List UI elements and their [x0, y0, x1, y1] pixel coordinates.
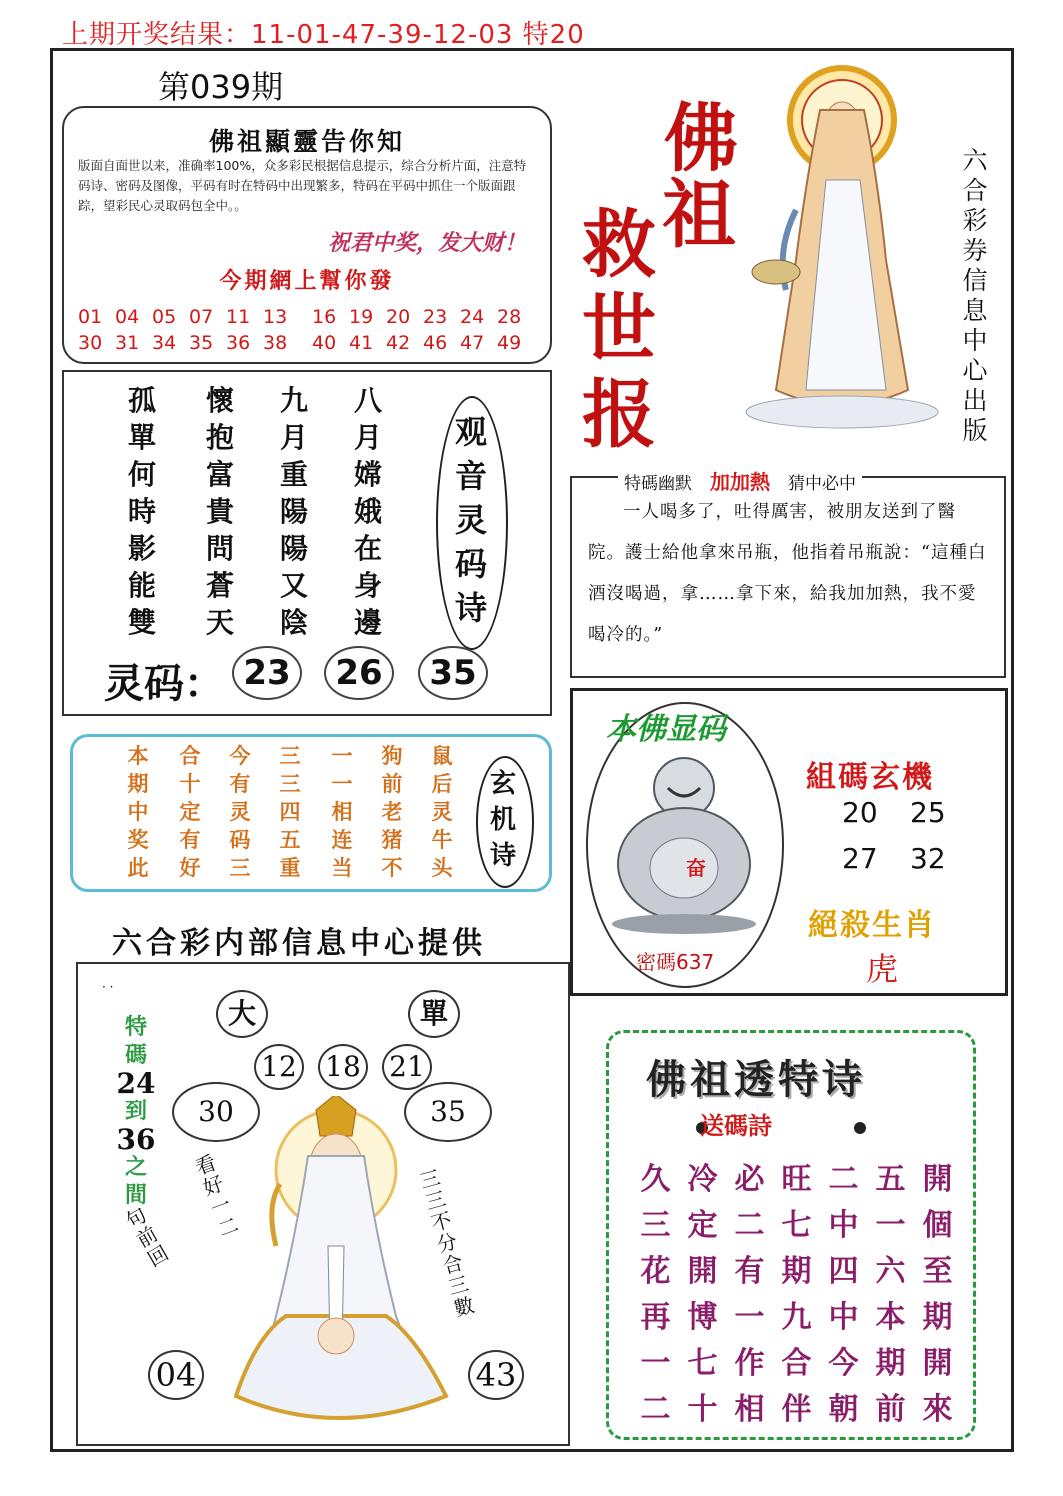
poem-column: [268, 382, 320, 641]
last-result: 上期开奖结果：11-01-47-39-12-03 特20: [62, 20, 585, 50]
xuanji-char: 期: [127, 771, 149, 796]
tshi-char: 七: [781, 1208, 812, 1243]
tshi-char: 七: [687, 1346, 718, 1381]
poem-char: 在: [353, 532, 382, 565]
tshi-row: [632, 1292, 962, 1336]
joke-header: 特碼幽默 加加熱 猜中必中: [618, 466, 862, 495]
tshi-row: [632, 1338, 962, 1382]
poem-char: 影: [127, 532, 156, 565]
left-hint-1: 看好一二: [192, 1150, 242, 1242]
tshi-char: 期: [875, 1346, 906, 1381]
intro-body: 版面自面世以来，准确率100%，众多彩民根据信息提示，综合分析片面，注意特码诗、密码及图像，平码有时在特码中出现繁多，特码在平码中抓住一个版面跟踪，望彩民心灵取码包全中。。: [78, 158, 527, 213]
xuanji-char: 一: [331, 743, 353, 768]
tshi-char: 至: [922, 1254, 953, 1289]
tshi-char: 今: [828, 1346, 859, 1381]
tshi-char: 期: [781, 1254, 812, 1289]
poem-char: 月: [279, 421, 308, 454]
tshi-row: [632, 1246, 962, 1290]
xuanji-char: 有: [179, 827, 201, 852]
xuanji-char: 前: [381, 771, 403, 796]
tshi-title: 佛祖透特诗: [646, 1056, 866, 1103]
big-badge: 大: [216, 990, 268, 1038]
xuanji-char: 灵: [431, 799, 453, 824]
title-char: 救: [582, 202, 656, 288]
jsx-title: 絕殺生肖: [808, 908, 936, 943]
xuanji-char: 今: [229, 743, 251, 768]
xuanji-column: [170, 742, 210, 882]
zuma-number: 32: [910, 842, 946, 875]
poem-char: 何: [127, 458, 156, 491]
number-row: 01 04 05 07 11 13 16 19 20 23 24 28: [78, 306, 522, 328]
bullet-dot: [854, 1122, 866, 1134]
poem-char: 貴: [205, 495, 234, 528]
intro-title: 佛祖顯靈告你知: [208, 127, 405, 156]
xuanji-char: 后: [431, 771, 453, 796]
xuanji-char: 重: [279, 855, 301, 880]
tshi-char: 有: [734, 1254, 765, 1289]
xuanji-char: 五: [279, 827, 301, 852]
xuanji-char: 有: [229, 771, 251, 796]
single-badge: 單: [408, 990, 460, 1038]
tshi-char: 期: [922, 1300, 953, 1335]
xuanji-char: 当: [331, 855, 353, 880]
xuanji-column: [372, 742, 412, 882]
xuanji-char: 码: [229, 827, 251, 852]
bottom-number: 04: [148, 1350, 204, 1400]
tshi-char: 三: [640, 1208, 671, 1243]
poem-char: 八: [353, 384, 382, 417]
xuanji-char: 三: [279, 743, 301, 768]
poem-char: 陽: [279, 532, 308, 565]
right-hint: 三三不分合三數: [417, 1165, 477, 1321]
title-char: 报: [582, 372, 656, 458]
xuanji-char: 十: [179, 771, 201, 796]
xuanji-column: [322, 742, 362, 882]
xuanji-column: [270, 742, 310, 882]
tshi-char: 中: [828, 1208, 859, 1243]
lingma-number: 26: [324, 646, 394, 700]
tshi-char: 合: [781, 1346, 812, 1381]
poem-char: 九: [279, 384, 308, 417]
tshi-char: 十: [687, 1392, 718, 1427]
xuanji-char: 灵: [229, 799, 251, 824]
laughing-buddha-illustration: [606, 748, 762, 934]
tshi-char: 一: [640, 1346, 671, 1381]
tshi-char: 開: [922, 1162, 953, 1197]
xuanji-char: 鼠: [431, 743, 453, 768]
jsx-zodiac: 虎: [866, 950, 899, 988]
tshi-char: 一: [734, 1300, 765, 1335]
tshi-char: 開: [922, 1346, 953, 1381]
tshi-char: 四: [828, 1254, 859, 1289]
poem-char: 天: [205, 606, 234, 639]
xuanji-char: 三: [279, 771, 301, 796]
provider-text: 六合彩内部信息中心提供: [112, 926, 486, 961]
tshi-char: 久: [640, 1162, 671, 1197]
tshi-char: 中: [828, 1300, 859, 1335]
tshi-char: 開: [687, 1254, 718, 1289]
xuanji-char: 不: [381, 855, 403, 880]
xuanji-char: 相: [331, 799, 353, 824]
title-char: 世: [582, 286, 656, 372]
poem-column: [194, 382, 246, 641]
poem-char: 又: [279, 569, 308, 602]
tshi-char: 朝: [828, 1392, 859, 1427]
joke-body: 一人喝多了，吐得厲害，被朋友送到了醫院。護士給他拿來吊瓶，他指着吊瓶說：“這種白酒沒喝過，拿……拿下來，給我加加熱，我不愛喝冷的。”: [588, 502, 987, 645]
xuanji-char: 老: [381, 799, 403, 824]
left-hint-2: 句前回: [121, 1202, 173, 1272]
xuanji-char: 牛: [431, 827, 453, 852]
xuanji-char: 中: [127, 799, 149, 824]
tshi-char: 二: [640, 1392, 671, 1427]
poem-char: 單: [127, 421, 156, 454]
xuanji-char: 好: [179, 855, 201, 880]
tshi-char: 九: [781, 1300, 812, 1335]
poem-char: 孤: [127, 384, 156, 417]
xuanji-char: 头: [431, 855, 453, 880]
standing-guanyin-illustration: [736, 60, 948, 434]
zuma-number: 27: [842, 842, 878, 875]
tshi-char: 前: [875, 1392, 906, 1427]
zuma-title: 組碼玄機: [806, 760, 934, 795]
tshi-char: 再: [640, 1300, 671, 1335]
top-number: 21: [382, 1044, 432, 1090]
buddha-char: 奋: [686, 856, 706, 880]
oval-number: 35: [404, 1082, 492, 1142]
poem-char: 懷: [205, 384, 234, 417]
tshi-char: 旺: [781, 1162, 812, 1197]
help-title: 今期網上幫你發: [219, 269, 395, 294]
lingma-number: 23: [232, 646, 302, 700]
tshi-char: 必: [734, 1162, 765, 1197]
intro-wish: 祝君中奖，发大财！: [327, 231, 526, 256]
poem-char: 陰: [279, 606, 308, 639]
oval-number: 30: [172, 1082, 260, 1142]
zuma-number: 25: [910, 796, 946, 829]
poem-char: 身: [353, 569, 382, 602]
poem-char: 富: [205, 458, 234, 491]
poem-char: 能: [127, 569, 156, 602]
tshi-row: [632, 1154, 962, 1198]
poem-char: 娥: [353, 495, 382, 528]
xuanji-char: 定: [179, 799, 201, 824]
tshi-char: 二: [828, 1162, 859, 1197]
buddha-arc-title: 本佛显码: [606, 712, 726, 747]
seated-guanyin-illustration: [196, 1096, 476, 1440]
tshi-char: 一: [875, 1208, 906, 1243]
tshi-char: 個: [922, 1208, 953, 1243]
title-char: 祖: [662, 172, 736, 258]
issue-number: 第039期: [158, 68, 284, 106]
lingma-number: 35: [418, 646, 488, 700]
xuanji-column: [118, 742, 158, 882]
xuanji-char: 四: [279, 799, 301, 824]
top-number: 18: [318, 1044, 368, 1090]
xuanji-char: 狗: [381, 743, 403, 768]
top-number: 12: [254, 1044, 304, 1090]
poem-char: 月: [353, 421, 382, 454]
xuanji-char: 此: [127, 855, 149, 880]
tshi-char: 來: [922, 1392, 953, 1427]
tshi-char: 冷: [687, 1162, 718, 1197]
poem-column: [116, 382, 168, 641]
tshi-char: 定: [687, 1208, 718, 1243]
tshi-char: 作: [734, 1346, 765, 1381]
xuanji-char: 本: [127, 743, 149, 768]
tshi-char: 六: [875, 1254, 906, 1289]
poem-column: [342, 382, 394, 641]
xuanji-char: 一: [331, 771, 353, 796]
tema-range: 特碼 24 到 36 之間: [116, 1015, 156, 1208]
xuanji-char: 三: [229, 855, 251, 880]
poem-char: 抱: [205, 421, 234, 454]
xuanji-column: [220, 742, 260, 882]
poem-char: 時: [127, 495, 156, 528]
tshi-char: 花: [640, 1254, 671, 1289]
poem-side-title: 观音灵码诗: [454, 413, 487, 627]
xuanji-char: 猪: [381, 827, 403, 852]
tshi-char: 五: [875, 1162, 906, 1197]
tshi-char: 本: [875, 1300, 906, 1335]
tshi-char: 博: [687, 1300, 718, 1335]
poem-char: 陽: [279, 495, 308, 528]
number-row: 30 31 34 35 36 38 40 41 42 46 47 49: [78, 332, 522, 354]
bottom-number: 43: [468, 1350, 524, 1400]
poem-char: 蒼: [205, 569, 234, 602]
poem-char: 問: [205, 532, 234, 565]
xuanji-column: [422, 742, 462, 882]
tshi-char: 二: [734, 1208, 765, 1243]
poem-char: 邊: [353, 606, 382, 639]
tshi-char: 相: [734, 1392, 765, 1427]
song-title: 送碼詩: [700, 1111, 772, 1140]
poem-char: 嫦: [353, 458, 382, 491]
poem-char: 重: [279, 458, 308, 491]
tshi-row: [632, 1200, 962, 1244]
xuanji-side-title: 玄机诗: [489, 769, 516, 871]
tshi-row: [632, 1384, 962, 1428]
intro-box: [62, 106, 552, 364]
publisher-text: 六合彩券信息中心出版: [962, 146, 988, 445]
poem-char: 雙: [127, 606, 156, 639]
tshi-char: 伴: [781, 1392, 812, 1427]
xuanji-char: 合: [179, 743, 201, 768]
lingma-label: 灵码：: [104, 660, 224, 707]
xuanji-char: 连: [331, 827, 353, 852]
title-char: 佛: [664, 96, 738, 182]
xuanji-char: 奖: [127, 827, 149, 852]
secret-code: 密碼637: [636, 950, 715, 974]
dots: · ·: [102, 980, 114, 994]
zuma-number: 20: [842, 796, 878, 829]
